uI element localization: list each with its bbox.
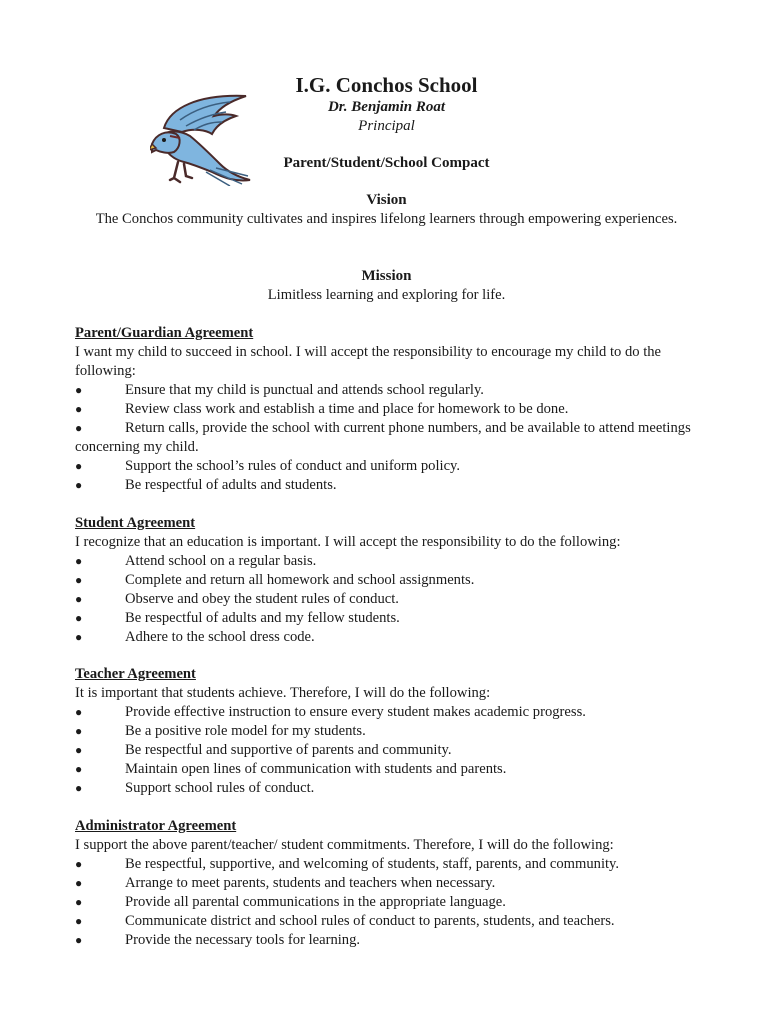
list-item: ● Support the school’s rules of conduct and uniform policy. <box>75 458 461 474</box>
vision-section <box>0 191 773 229</box>
mission-heading: Mission <box>361 268 412 284</box>
bullet-icon: ● <box>75 762 83 776</box>
list-item: ● Be respectful of adults and students. <box>75 477 337 493</box>
bullet-icon: ● <box>75 857 83 871</box>
bullet-icon: ● <box>75 592 83 606</box>
parent-agreement-section <box>75 324 725 495</box>
bullet-icon: ● <box>75 724 83 738</box>
bullet-icon: ● <box>75 781 83 795</box>
list-item: ● Review class work and establish a time and place for homework to be done. <box>75 401 569 417</box>
student-agreement-list <box>75 552 725 647</box>
bullet-icon: ● <box>75 459 83 473</box>
parent-agreement-list <box>75 381 725 495</box>
administrator-agreement-section <box>75 817 725 950</box>
teacher-agreement-title: Teacher Agreement <box>75 666 196 682</box>
vision-heading: Vision <box>366 192 407 208</box>
list-item: ● Ensure that my child is punctual and attends school regularly. <box>75 382 484 398</box>
administrator-agreement-list <box>75 855 725 950</box>
list-item: ● Attend school on a regular basis. <box>75 553 317 569</box>
mission-text: Limitless learning and exploring for life. <box>267 287 506 303</box>
student-agreement-title: Student Agreement <box>75 515 196 531</box>
list-item: ● Be respectful and supportive of parents and community. <box>75 742 452 758</box>
list-item: ● Complete and return all homework and school assignments. <box>75 572 475 588</box>
administrator-agreement-intro: I support the above parent/teacher/ student commitments. Therefore, I will do the following: <box>75 837 614 853</box>
teacher-agreement-list <box>75 703 725 798</box>
mission-section <box>0 267 773 305</box>
document-header <box>0 73 773 173</box>
bullet-icon: ● <box>75 402 83 416</box>
document-title: Parent/Student/School Compact <box>283 155 490 171</box>
bullet-icon: ● <box>75 933 83 947</box>
bullet-icon: ● <box>75 743 83 757</box>
bullet-icon: ● <box>75 876 83 890</box>
vision-text: The Conchos community cultivates and inspires lifelong learners through empowering experiences. <box>95 211 678 227</box>
bullet-icon: ● <box>75 705 83 719</box>
bullet-icon: ● <box>75 630 83 644</box>
teacher-agreement-section <box>75 665 725 798</box>
list-item: ● Provide the necessary tools for learning. <box>75 932 361 948</box>
administrator-agreement-title: Administrator Agreement <box>75 818 237 834</box>
bullet-icon: ● <box>75 895 83 909</box>
bullet-icon: ● <box>75 478 83 492</box>
list-item: ● Return calls, provide the school with current phone numbers, and be available to attend meetings concerning my child. <box>75 420 691 455</box>
bullet-icon: ● <box>75 421 83 435</box>
bullet-icon: ● <box>75 573 83 587</box>
bullet-icon: ● <box>75 383 83 397</box>
list-item: ● Adhere to the school dress code. <box>75 629 315 645</box>
list-item: ● Be a positive role model for my students. <box>75 723 366 739</box>
list-item: ● Provide effective instruction to ensure every student makes academic progress. <box>75 704 586 720</box>
list-item: ● Maintain open lines of communication with students and parents. <box>75 761 507 777</box>
list-item: ● Support school rules of conduct. <box>75 780 315 796</box>
student-agreement-intro: I recognize that an education is important. I will accept the responsibility to do the following: <box>75 534 621 550</box>
list-item: ● Arrange to meet parents, students and teachers when necessary. <box>75 875 496 891</box>
teacher-agreement-intro: It is important that students achieve. Therefore, I will do the following: <box>75 685 491 701</box>
list-item: ● Communicate district and school rules of conduct to parents, students, and teachers. <box>75 913 615 929</box>
bullet-icon: ● <box>75 554 83 568</box>
parent-agreement-title: Parent/Guardian Agreement <box>75 325 254 341</box>
list-item: ● Observe and obey the student rules of conduct. <box>75 591 399 607</box>
bullet-icon: ● <box>75 611 83 625</box>
principal-title: Principal <box>358 118 415 134</box>
student-agreement-section <box>75 514 725 647</box>
list-item: ● Be respectful, supportive, and welcoming of students, staff, parents, and community. <box>75 856 620 872</box>
list-item: ● Be respectful of adults and my fellow students. <box>75 610 400 626</box>
school-name: I.G. Conchos School <box>295 73 478 97</box>
list-item: ● Provide all parental communications in the appropriate language. <box>75 894 506 910</box>
parent-agreement-intro: I want my child to succeed in school. I will accept the responsibility to encourage my child to do the following: <box>75 344 662 379</box>
bullet-icon: ● <box>75 914 83 928</box>
principal-name: Dr. Benjamin Roat <box>327 99 446 115</box>
